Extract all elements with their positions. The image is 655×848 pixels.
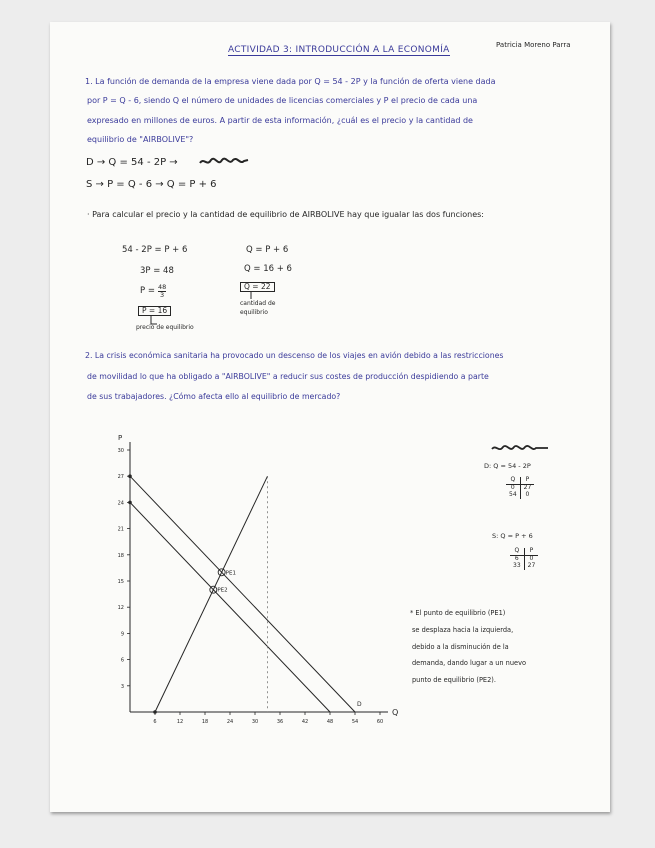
p-numerator: 48 (157, 283, 167, 291)
x-tick-label: 24 (226, 719, 234, 725)
demand-function: D → Q = 54 - 2P → (86, 157, 178, 168)
series-line-s (155, 476, 268, 712)
q1-intro: · Para calcular el precio y la cantidad de equilibrio de AIRBOLIVE hay que igualar las dos funciones: (87, 210, 484, 219)
notebook-page (50, 22, 610, 812)
y-tick-label: 24 (117, 500, 124, 507)
note-line-4: demanda, dando lugar a un nuevo (412, 659, 527, 667)
q1-line-1: 1. La función de demanda de la empresa viene dada por Q = 54 - 2P y la función de oferta viene dada (85, 77, 496, 86)
quantity-caption-2: equilibrio (240, 309, 268, 316)
demand-table-cell: 54 (506, 492, 520, 499)
y-tick-label: 3 (120, 683, 124, 690)
demand-table (506, 477, 534, 499)
note-line-1: * El punto de equilibrio (PE1) (410, 609, 506, 617)
series-line-s-start-point (153, 710, 157, 714)
x-tick-label: 6 (153, 719, 157, 725)
y-tick-label: 15 (117, 579, 124, 585)
quantity-result-box: Q = 22 (240, 282, 275, 292)
supply-table-header-p: P (524, 548, 538, 555)
q-step-2: Q = 16 + 6 (244, 264, 292, 274)
x-tick-label: 30 (251, 719, 259, 725)
demand-table-cell: 0 (506, 484, 520, 491)
x-axis-label: Q (392, 708, 399, 717)
x-tick-label: 12 (176, 719, 184, 725)
price-caption: precio de equilibrio (136, 324, 194, 331)
note-line-3: debido a la disminución de la (412, 643, 509, 651)
y-tick-label: 9 (120, 631, 124, 638)
x-tick-label: 18 (201, 719, 209, 725)
q1-line-3: expresado en millones de euros. A partir de esta información, ¿cuál es el precio y la cantidad de (87, 116, 473, 125)
x-tick-label: 36 (276, 719, 284, 725)
p-equals: P = (140, 286, 155, 297)
step-equation-2: 3P = 48 (140, 266, 174, 276)
scribble-mark (198, 154, 250, 170)
series-line-dprime-start-point (128, 501, 132, 505)
equilibrium-point-pe1-label: PE1 (225, 570, 236, 577)
note-line-5: punto de equilibrio (PE2). (412, 676, 496, 684)
y-tick-label: 6 (120, 657, 124, 664)
q1-line-2: por P = Q - 6, siendo Q el número de unidades de licencias comerciales y P el precio de cada una (87, 96, 478, 105)
supply-table (510, 548, 538, 570)
series-line-dprime (130, 502, 330, 712)
series-line-d-start-point (128, 474, 132, 478)
equilibrium-point-pe2-label: PE2 (217, 587, 228, 594)
x-tick-label: 60 (376, 719, 384, 725)
q2-line-3: de sus trabajadores. ¿Cómo afecta ello al equilibrio de mercado? (87, 392, 341, 401)
side-supply-eq: S: Q = P + 6 (492, 532, 533, 540)
note-line-2: se desplaza hacia la izquierda, (412, 626, 514, 634)
price-result-box: P = 16 (138, 306, 171, 316)
demand-table-header-p: P (520, 477, 534, 484)
p-denominator: 3 (160, 291, 165, 300)
quantity-caption-1: cantidad de (240, 300, 276, 307)
demand-table-cell: 0 (525, 490, 530, 498)
supply-table-header-q: Q (510, 548, 524, 555)
x-tick-label: 42 (301, 719, 309, 725)
author-name: Patricia Moreno Parra (496, 41, 571, 49)
q-step-1: Q = P + 6 (246, 245, 289, 255)
demand-table-header-q: Q (506, 477, 520, 484)
series-label-d: D (357, 701, 362, 708)
supply-table-cell: 6 (510, 555, 524, 562)
y-tick-label: 12 (117, 605, 124, 612)
y-tick-label: 21 (117, 526, 124, 533)
arrow-icon-2 (248, 292, 256, 300)
page-title: ACTIVIDAD 3: INTRODUCCIÓN A LA ECONOMÍA (228, 45, 450, 55)
y-tick-label: 27 (117, 474, 124, 481)
p-fraction (158, 284, 166, 299)
demand-table-cell: 27 (523, 483, 532, 491)
step-equation-3 (140, 284, 166, 299)
supply-table-cell: 0 (529, 554, 534, 562)
side-demand-eq: D: Q = 54 - 2P (484, 462, 531, 470)
supply-demand-chart (100, 430, 400, 740)
scribble-mark-2 (490, 442, 552, 454)
y-axis-label: P (118, 434, 123, 442)
q1-line-4: equilibrio de "AIRBOLIVE"? (87, 135, 194, 144)
q2-line-1: 2. La crisis económica sanitaria ha provocado un descenso de los viajes en avión debido a las restricciones (85, 351, 504, 360)
series-line-d (130, 476, 355, 712)
supply-table-cell: 27 (527, 561, 536, 569)
step-equation-1: 54 - 2P = P + 6 (122, 245, 188, 255)
supply-table-cell: 33 (510, 563, 524, 570)
supply-function: S → P = Q - 6 → Q = P + 6 (86, 179, 217, 190)
y-tick-label: 18 (117, 552, 124, 559)
q2-line-2: de movilidad lo que ha obligado a "AIRBOLIVE" a reducir sus costes de producción despidiendo a parte (87, 372, 489, 381)
x-tick-label: 54 (351, 719, 359, 725)
x-tick-label: 48 (326, 719, 334, 725)
y-tick-label: 30 (117, 448, 124, 454)
